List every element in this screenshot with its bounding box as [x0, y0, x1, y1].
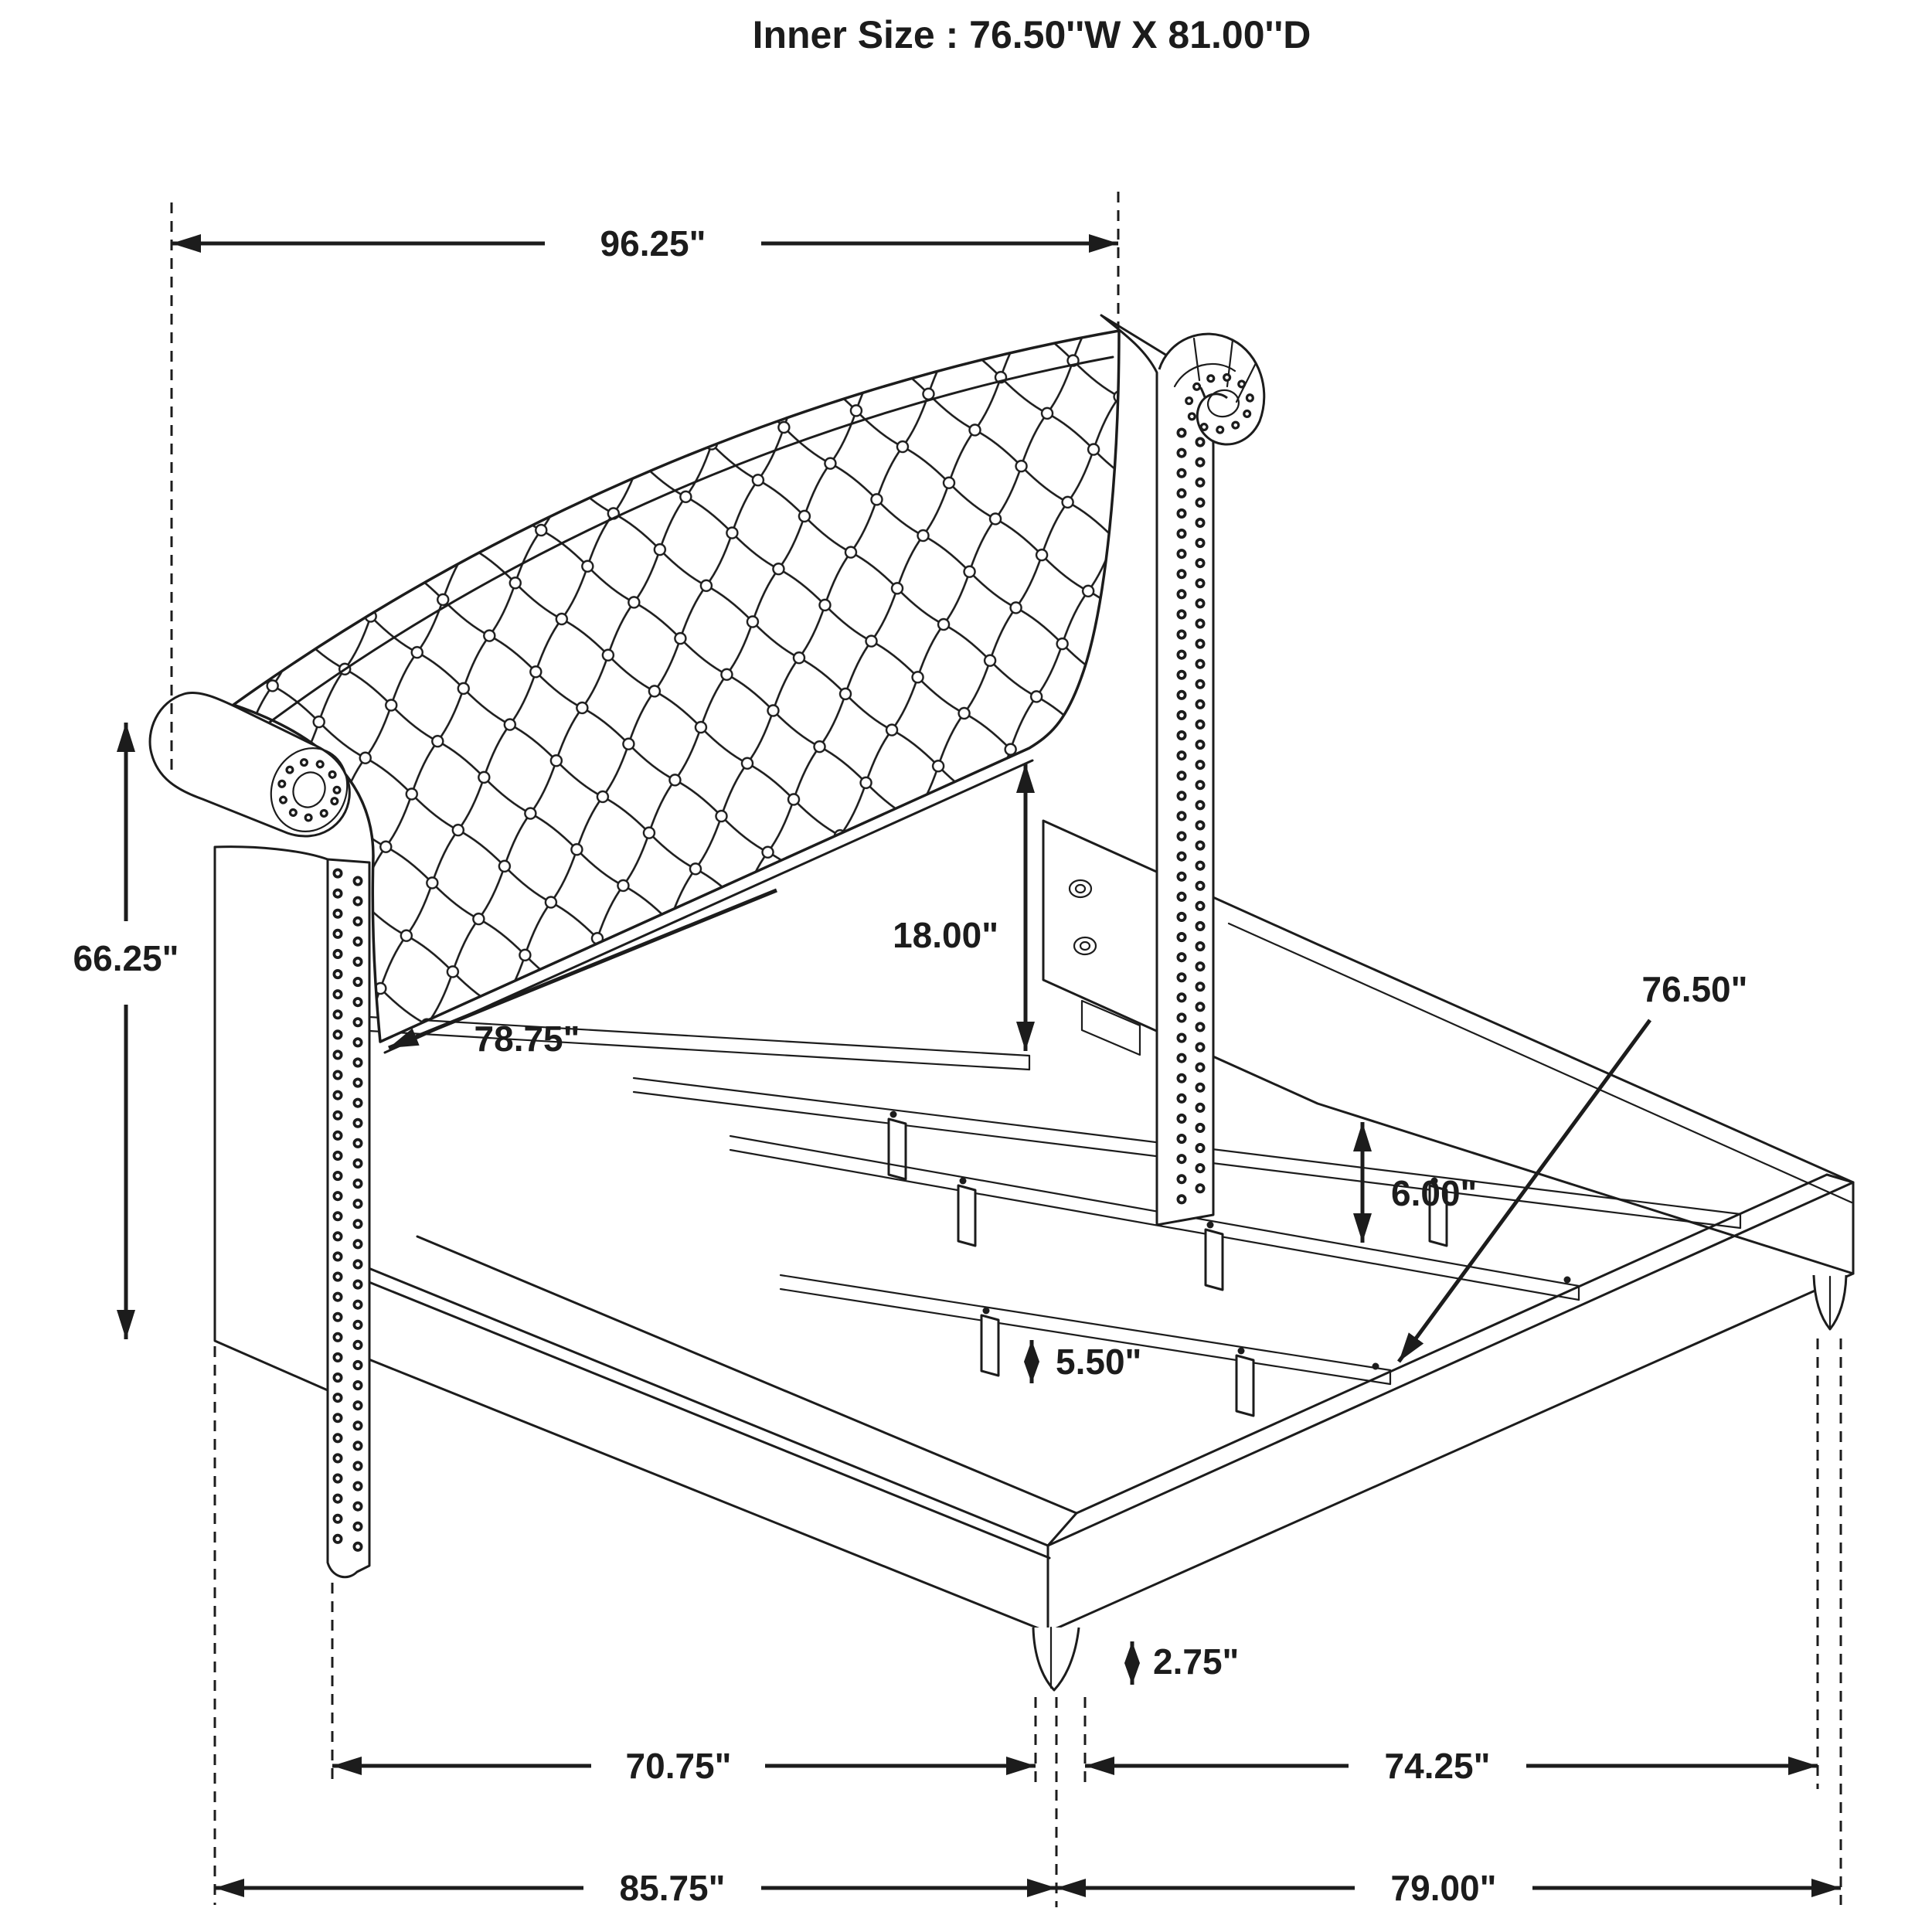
dim-label: 79.00"	[1390, 1868, 1497, 1908]
dim-label: 6.00"	[1391, 1173, 1478, 1213]
dim-headboard-height	[73, 723, 179, 1339]
front-foot	[1033, 1628, 1079, 1690]
slat-leg	[889, 1119, 906, 1179]
dim-label: 2.75"	[1153, 1641, 1240, 1682]
support-slat	[730, 1136, 1579, 1300]
dim-inner-width	[332, 1746, 1036, 1786]
diagram-title: Inner Size : 76.50''W X 81.00''D	[752, 13, 1311, 56]
slat-leg	[958, 1185, 975, 1246]
dim-label: 18.00"	[893, 915, 998, 955]
left-wing-leg	[215, 847, 328, 1390]
slat-leg	[981, 1315, 998, 1376]
dim-label: 74.25"	[1384, 1746, 1491, 1786]
dim-label: 85.75"	[619, 1868, 726, 1908]
dim-outer-depth	[1056, 1868, 1841, 1908]
dim-overall-width	[172, 223, 1118, 264]
dim-label: 5.50"	[1056, 1342, 1142, 1382]
dim-panel-to-rail	[893, 764, 1026, 1051]
bed-frame	[344, 1175, 1853, 1690]
dim-label: 96.25"	[600, 223, 706, 264]
slat-leg	[1236, 1355, 1253, 1416]
dim-slat-leg-height	[1032, 1340, 1141, 1383]
dim-label: 66.25"	[73, 938, 179, 978]
dim-label: 70.75"	[625, 1746, 732, 1786]
dim-label: 78.75"	[474, 1019, 580, 1059]
dim-outer-width	[215, 1868, 1056, 1908]
dim-inner-depth	[1085, 1746, 1818, 1786]
head-cleat	[369, 1017, 1029, 1070]
slat-leg	[1206, 1230, 1223, 1290]
dim-label: 76.50"	[1641, 969, 1748, 1009]
dim-foot-height	[1132, 1641, 1239, 1685]
right-foot	[1814, 1275, 1846, 1329]
